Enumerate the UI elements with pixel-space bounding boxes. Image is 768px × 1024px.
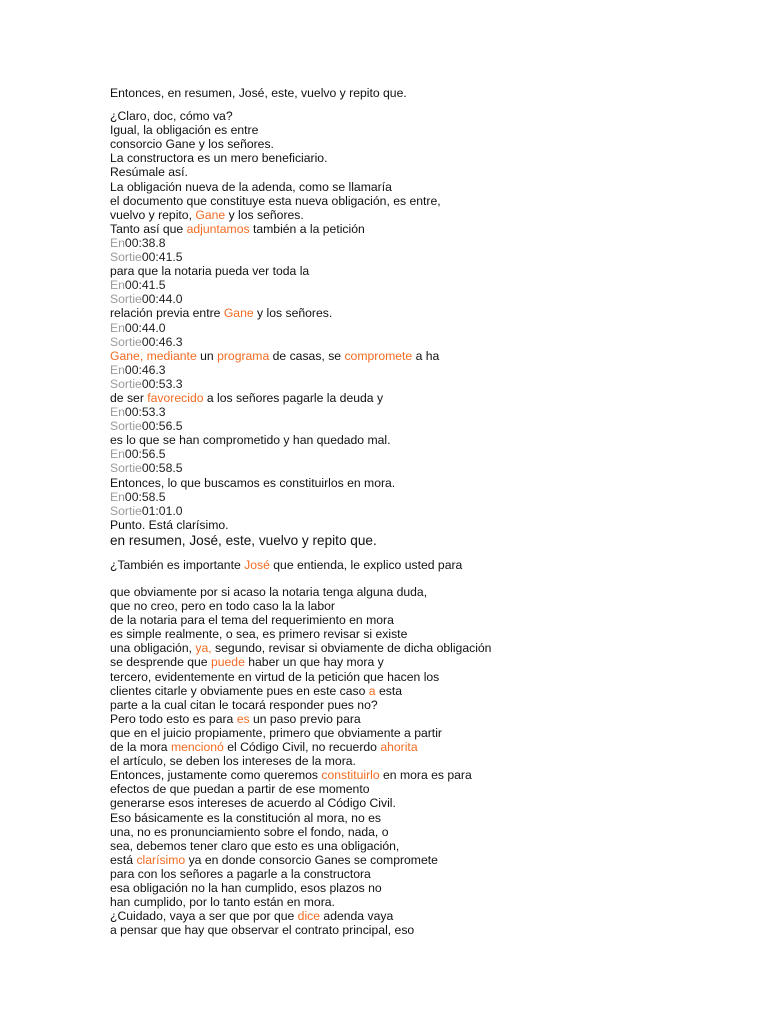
timestamp: 00:44.0 xyxy=(141,292,183,307)
text-segment: La constructora es un mero beneficiario. xyxy=(110,151,328,166)
text-segment: de ser xyxy=(110,390,148,405)
transcript-line xyxy=(110,137,750,151)
timestamp: 00:58.5 xyxy=(141,461,183,476)
transcript-line xyxy=(110,811,750,825)
text-segment: que no creo, pero en todo caso la la labor xyxy=(110,599,335,614)
transcript-line xyxy=(110,151,750,165)
transcript-line xyxy=(110,306,750,320)
transcript-line xyxy=(110,123,750,137)
transcript-line xyxy=(110,391,750,405)
transcript-line xyxy=(110,518,750,532)
text-segment: Entonces, justamente como queremos xyxy=(110,768,322,783)
timestamp: 00:56.5 xyxy=(141,419,183,434)
text-segment: el Código Civil, no recuerdo xyxy=(223,740,381,755)
transcript-line xyxy=(110,641,750,655)
transcript-line xyxy=(110,655,750,669)
text-segment: que en el juicio propiamente, primero que obviamente a partir xyxy=(110,725,442,740)
text-segment: ya en donde consorcio Ganes se compromete xyxy=(185,852,438,867)
transcript-line xyxy=(110,433,750,447)
text-segment: Igual, la obligación es entre xyxy=(110,123,259,138)
transcript-line xyxy=(110,839,750,853)
text-segment: Entonces, lo que buscamos es constituirlos en mora. xyxy=(110,475,396,490)
text-segment: en resumen, José, este, vuelvo y repito que. xyxy=(110,532,377,548)
transcript-line xyxy=(110,349,750,363)
transcript-line xyxy=(110,321,750,335)
timestamp: 00:53.3 xyxy=(124,405,166,420)
transcript-line xyxy=(110,585,750,599)
text-segment: es lo que se han comprometido y han quedado mal. xyxy=(110,433,391,448)
text-segment: se desprende que xyxy=(110,655,211,670)
text-segment: de casas, se xyxy=(269,348,345,363)
text-segment: y los señores. xyxy=(253,306,333,321)
transcript-line xyxy=(110,180,750,194)
highlighted-word: compromete xyxy=(344,348,413,363)
text-segment: vuelvo y repito, xyxy=(110,207,196,222)
timestamp: 00:44.0 xyxy=(124,320,166,335)
transcript-line xyxy=(110,712,750,726)
text-segment: efectos de que puedan a partir de ese momento xyxy=(110,782,370,797)
transcript-line xyxy=(110,558,750,572)
transcript-line xyxy=(110,335,750,349)
transcript-line xyxy=(110,292,750,306)
text-segment: segundo, revisar si obviamente de dicha obligación xyxy=(211,641,492,656)
timestamp: 00:58.5 xyxy=(124,489,166,504)
cue-label: Sortie xyxy=(110,503,142,518)
transcript-line xyxy=(110,476,750,490)
text-segment: Entonces, en resumen, José, este, vuelvo y repito que. xyxy=(110,86,407,100)
highlighted-word: mencionó xyxy=(170,740,224,755)
timestamp: 00:46.3 xyxy=(141,334,183,349)
text-segment: que obviamente por si acaso la notaria tenga alguna duda, xyxy=(110,585,428,599)
timestamp: 00:46.3 xyxy=(124,362,166,377)
highlighted-word: ya, xyxy=(195,641,212,656)
transcript-line xyxy=(110,599,750,613)
text-segment: parte a la cual citan le tocará responder pues no? xyxy=(110,697,378,712)
text-segment: clientes citarle y obviamente pues en este caso xyxy=(110,683,369,698)
text-segment: una obligación, xyxy=(110,641,196,656)
transcript-line xyxy=(110,504,750,518)
highlighted-word: programa xyxy=(217,348,270,363)
cue-label: En xyxy=(110,447,125,462)
transcript-line xyxy=(110,740,750,754)
timestamp: 01:01.0 xyxy=(141,503,183,518)
cue-label: En xyxy=(110,405,125,420)
cue-label: Sortie xyxy=(110,376,142,391)
transcript-document xyxy=(110,86,750,937)
transcript-line xyxy=(110,867,750,881)
cue-label: En xyxy=(110,278,125,293)
text-segment: Tanto así que xyxy=(110,221,187,236)
transcript-line xyxy=(110,236,750,250)
transcript-line xyxy=(110,363,750,377)
text-segment: adenda vaya xyxy=(320,909,394,924)
text-segment: está xyxy=(110,852,137,867)
transcript-line xyxy=(110,670,750,684)
text-segment: una, no es pronunciamiento sobre el fondo, nada, o xyxy=(110,824,389,839)
transcript-line xyxy=(110,461,750,475)
transcript-line xyxy=(110,698,750,712)
transcript-line xyxy=(110,923,750,937)
text-segment: Resúmale así. xyxy=(110,165,188,180)
transcript-line xyxy=(110,405,750,419)
text-segment: el artículo, se deben los intereses de la mora. xyxy=(110,754,356,769)
transcript-line xyxy=(110,264,750,278)
text-segment: consorcio Gane y los señores. xyxy=(110,137,274,152)
transcript-line xyxy=(110,222,750,236)
transcript-line xyxy=(110,278,750,292)
text-segment: esta xyxy=(375,683,403,698)
text-segment: generarse esos intereses de acuerdo al Código Civil. xyxy=(110,796,396,811)
highlighted-word: José xyxy=(244,557,270,572)
transcript-line xyxy=(110,782,750,796)
highlighted-word: puede xyxy=(210,655,245,670)
text-segment: de la mora xyxy=(110,740,171,755)
highlighted-word: es xyxy=(236,711,250,726)
text-segment: en mora es para xyxy=(379,768,472,783)
highlighted-word: clarísimo xyxy=(136,852,186,867)
highlighted-word: ahorita xyxy=(380,740,418,755)
text-segment: ¿Cuidado, vaya a ser que por que xyxy=(110,909,298,924)
transcript-line xyxy=(110,768,750,782)
highlighted-word: Gane, mediante xyxy=(110,348,197,363)
text-segment: para que la notaria pueda ver toda la xyxy=(110,264,310,279)
transcript-line xyxy=(110,627,750,641)
transcript-line xyxy=(110,419,750,433)
text-segment: han cumplido, por lo tanto están en mora. xyxy=(110,895,335,910)
text-segment: de la notaria para el tema del requerimiento en mora xyxy=(110,613,394,628)
transcript-line xyxy=(110,684,750,698)
transcript-line xyxy=(110,86,750,100)
text-segment: para con los señores a pagarle a la constructora xyxy=(110,866,371,881)
transcript-line xyxy=(110,909,750,923)
transcript-line xyxy=(110,881,750,895)
text-segment: sea, debemos tener claro que esto es una obligación, xyxy=(110,838,400,853)
timestamp: 00:41.5 xyxy=(124,278,166,293)
highlighted-word: a xyxy=(368,683,376,698)
cue-label: Sortie xyxy=(110,292,142,307)
timestamp: 00:56.5 xyxy=(124,447,166,462)
transcript-line xyxy=(110,250,750,264)
cue-label: Sortie xyxy=(110,419,142,434)
text-segment: a pensar que hay que observar el contrato principal, eso xyxy=(110,923,415,938)
transcript-line xyxy=(110,726,750,740)
cue-label: Sortie xyxy=(110,250,142,265)
cue-label: En xyxy=(110,489,125,504)
timestamp: 00:53.3 xyxy=(141,376,183,391)
transcript-line xyxy=(110,109,750,123)
transcript-line xyxy=(110,377,750,391)
timestamp: 00:41.5 xyxy=(141,250,183,265)
text-segment: Punto. Está clarísimo. xyxy=(110,517,229,532)
cue-label: En xyxy=(110,362,125,377)
text-segment: relación previa entre xyxy=(110,306,224,321)
text-segment: ¿Claro, doc, cómo va? xyxy=(110,109,233,124)
transcript-line xyxy=(110,194,750,208)
text-segment: también a la petición xyxy=(249,221,365,236)
cue-label: Sortie xyxy=(110,334,142,349)
transcript-line xyxy=(110,208,750,222)
cue-label: Sortie xyxy=(110,461,142,476)
transcript-line xyxy=(110,853,750,867)
transcript-line xyxy=(110,895,750,909)
text-segment: es simple realmente, o sea, es primero revisar si existe xyxy=(110,627,408,642)
highlighted-word: favorecido xyxy=(147,390,204,405)
highlighted-word: constituirlo xyxy=(321,768,380,783)
text-segment: a los señores pagarle la deuda y xyxy=(203,390,384,405)
cue-label: En xyxy=(110,235,125,250)
text-segment: que entienda, le explico usted para xyxy=(269,557,463,572)
timestamp: 00:38.8 xyxy=(124,235,166,250)
transcript-line xyxy=(110,825,750,839)
highlighted-word: dice xyxy=(297,909,321,924)
highlighted-word: adjuntamos xyxy=(186,221,250,236)
text-segment: tercero, evidentemente en virtud de la petición que hacen los xyxy=(110,669,440,684)
highlighted-word: Gane xyxy=(195,207,226,222)
transcript-line xyxy=(110,490,750,504)
text-segment: y los señores. xyxy=(225,207,304,222)
text-segment: esa obligación no la han cumplido, esos plazos no xyxy=(110,880,382,895)
text-segment: un xyxy=(196,348,218,363)
transcript-line xyxy=(110,754,750,768)
cue-label: En xyxy=(110,320,125,335)
transcript-line xyxy=(110,447,750,461)
transcript-line xyxy=(110,613,750,627)
text-segment: haber un que hay mora y xyxy=(244,655,384,670)
transcript-line xyxy=(110,533,750,549)
transcript-line xyxy=(110,165,750,179)
text-segment: el documento que constituye esta nueva obligación, es entre, xyxy=(110,193,441,208)
highlighted-word: Gane xyxy=(223,306,254,321)
text-segment: Eso básicamente es la constitución al mora, no es xyxy=(110,810,381,825)
text-segment: un paso previo para xyxy=(249,711,361,726)
text-segment: La obligación nueva de la adenda, como se llamaría xyxy=(110,179,392,194)
text-segment: ¿También es importante xyxy=(110,557,245,572)
transcript-line xyxy=(110,796,750,810)
text-segment: Pero todo esto es para xyxy=(110,711,237,726)
text-segment: a ha xyxy=(412,348,440,363)
